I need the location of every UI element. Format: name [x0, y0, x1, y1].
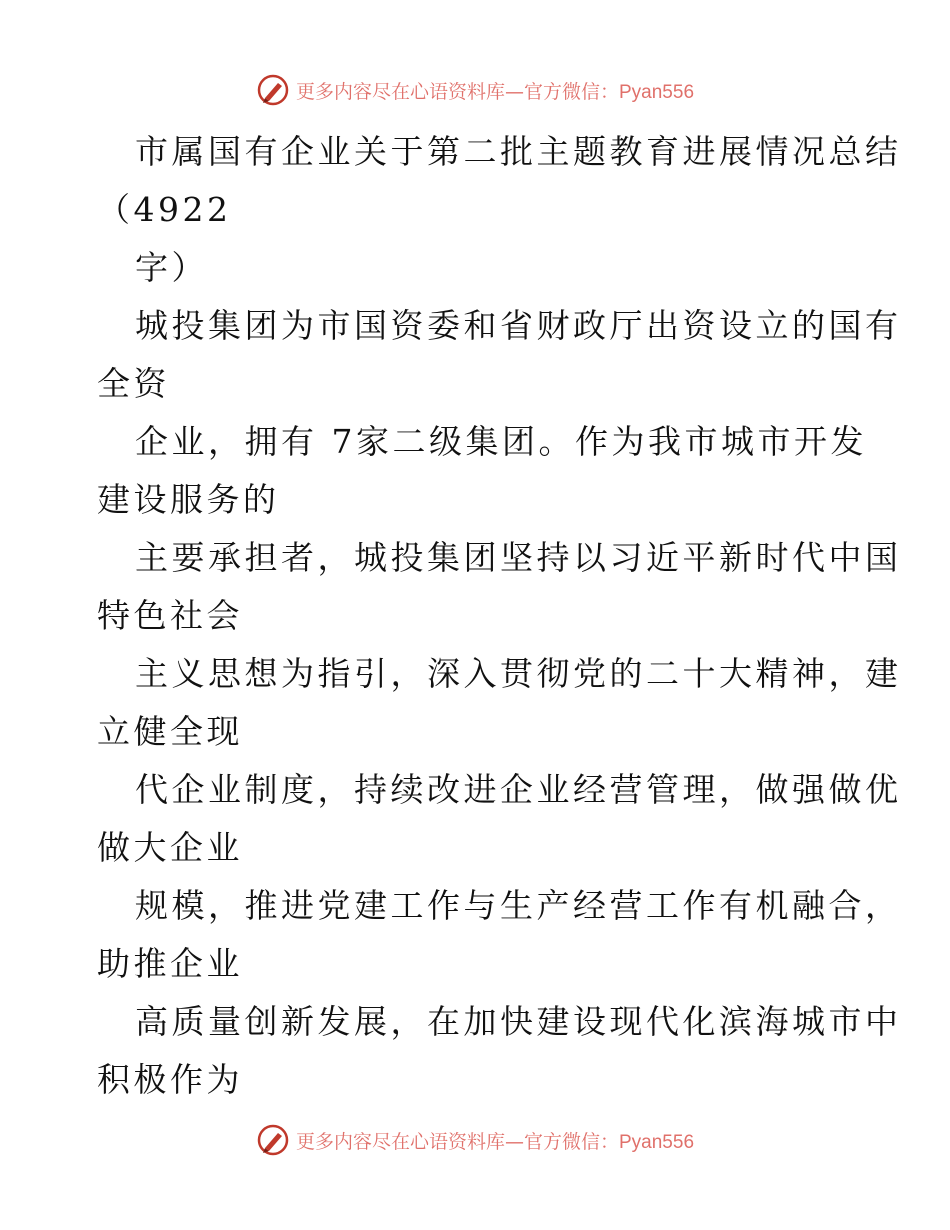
- header-watermark: [0, 70, 950, 110]
- paragraph-line: 全资: [97, 364, 170, 403]
- paragraph-line: 特色社会: [97, 596, 243, 635]
- pen-logo-icon: [256, 1123, 290, 1157]
- paragraph-line: 城投集团为市国资委和省财政厅出资设立的国有: [135, 306, 902, 345]
- paragraph-line: 规模，推进党建工作与生产经营工作有机融合，: [135, 886, 902, 925]
- paragraph-line: 主要承担者，城投集团坚持以习近平新时代中国: [135, 538, 902, 577]
- paragraph-line: 积极作为: [97, 1060, 243, 1099]
- paragraph-line: 做大企业: [97, 828, 243, 867]
- paragraph-line: 主义思想为指引，深入贯彻党的二十大精神，建: [135, 654, 902, 693]
- paragraph-line: 市属国有企业关于第二批主题教育进展情况总结: [135, 132, 902, 171]
- paragraph-line: 企业，拥有 7家二级集团。作为我市城市开发: [135, 422, 867, 461]
- watermark-text: 更多内容尽在心语资料库—官方微信：Pyan556: [295, 1130, 695, 1153]
- paragraph-line: （4922: [97, 190, 232, 229]
- paragraph-line: 代企业制度，持续改进企业经营管理，做强做优: [135, 770, 902, 809]
- pen-logo-icon: [256, 73, 290, 107]
- watermark-text: 更多内容尽在心语资料库—官方微信：Pyan556: [295, 80, 695, 103]
- document-body: [97, 123, 902, 1109]
- footer-watermark: [0, 1120, 950, 1160]
- paragraph-line: 高质量创新发展，在加快建设现代化滨海城市中: [135, 1002, 902, 1041]
- paragraph-line: 立健全现: [97, 712, 243, 751]
- paragraph-line: 建设服务的: [97, 480, 280, 519]
- paragraph-line: 助推企业: [97, 944, 243, 983]
- paragraph-line: 字）: [135, 248, 208, 287]
